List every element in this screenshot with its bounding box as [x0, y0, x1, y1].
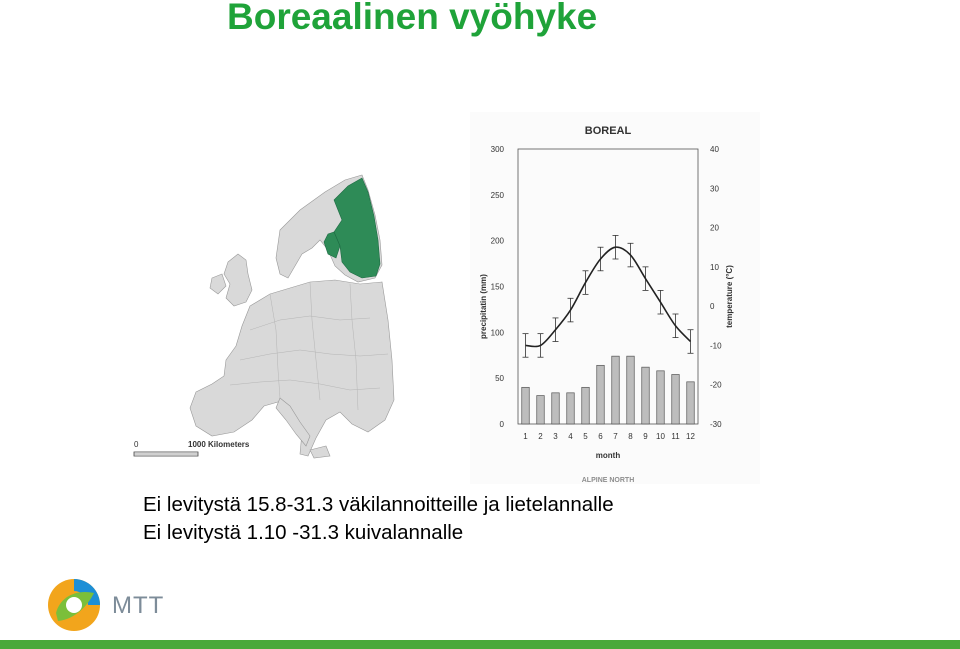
x-tick-label: 2	[538, 432, 543, 441]
precipitation-bar	[627, 356, 635, 424]
x-tick-label: 5	[583, 432, 588, 441]
precipitation-bar	[552, 393, 560, 424]
slide-title: Boreaalinen vyöhyke	[227, 0, 598, 37]
precipitation-bar	[597, 365, 605, 424]
body-line-1: Ei levitystä 15.8-31.3 väkilannoitteille ja lietelannalle	[143, 493, 614, 516]
y-tick-label: 150	[490, 282, 504, 292]
slide-body	[143, 491, 614, 547]
y2-tick-label: -20	[710, 380, 722, 390]
y2-axis-label: temperature (°C)	[725, 265, 734, 328]
footer-bar	[0, 640, 960, 649]
map-scale-label: 1000 Kilometers	[188, 440, 250, 449]
chart-footnote: ALPINE NORTH	[581, 477, 635, 484]
x-tick-label: 1	[523, 432, 528, 441]
climate-chart	[470, 112, 760, 484]
precipitation-bar	[522, 387, 530, 424]
x-tick-label: 8	[628, 432, 633, 441]
y-tick-label: 250	[490, 190, 504, 200]
x-tick-label: 7	[613, 432, 618, 441]
precipitation-bar	[642, 367, 650, 424]
x-tick-label: 6	[598, 432, 603, 441]
precipitation-bar	[582, 387, 590, 424]
y-tick-label: 0	[499, 420, 504, 429]
y-tick-label: 300	[490, 145, 504, 154]
precipitation-bar	[687, 382, 695, 424]
precipitation-bar	[672, 375, 680, 425]
y-tick-label: 50	[495, 374, 504, 384]
x-tick-label: 3	[553, 432, 558, 441]
y2-tick-label: -10	[710, 341, 722, 351]
europe-map	[130, 170, 420, 462]
precipitation-bar	[657, 371, 665, 424]
y-tick-label: 100	[490, 328, 504, 338]
precipitation-bar	[612, 356, 620, 424]
x-tick-label: 9	[643, 432, 648, 441]
logo-svg	[44, 575, 194, 635]
x-tick-label: 10	[656, 432, 665, 441]
mtt-logo	[44, 575, 194, 635]
precipitation-bar	[567, 393, 575, 424]
body-line-2: Ei levitystä 1.10 -31.3 kuivalannalle	[143, 521, 464, 544]
precipitation-bar	[537, 396, 545, 424]
logo-text: MTT	[112, 592, 165, 619]
x-tick-label: 12	[686, 432, 695, 441]
y2-tick-label: 20	[710, 223, 719, 233]
y-tick-label: 200	[490, 236, 504, 246]
y2-tick-label: 10	[710, 262, 719, 272]
y2-tick-label: 0	[710, 302, 715, 312]
x-tick-label: 4	[568, 432, 573, 441]
y-axis-label: precipitatin (mm)	[479, 274, 488, 339]
chart-svg	[470, 112, 760, 484]
map-scale-zero: 0	[134, 440, 139, 449]
y2-tick-label: -30	[710, 420, 722, 429]
x-axis-label: month	[595, 451, 621, 460]
y2-tick-label: 40	[710, 145, 719, 154]
map-svg	[130, 170, 420, 462]
chart-title: BOREAL	[584, 125, 632, 137]
y2-tick-label: 30	[710, 184, 719, 194]
logo-emblem-icon	[48, 579, 100, 631]
x-tick-label: 11	[671, 432, 680, 441]
